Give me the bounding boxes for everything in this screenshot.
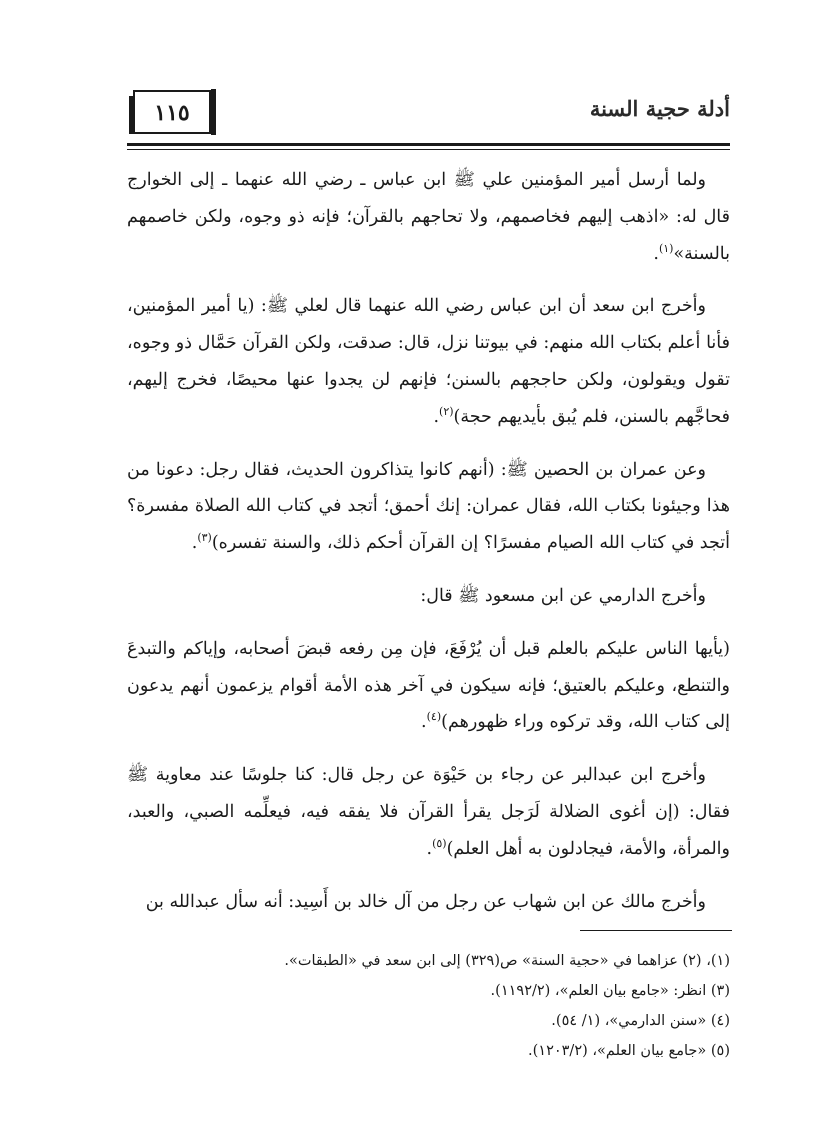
paragraph-end: .: [426, 838, 433, 859]
page-number: ١١٥: [154, 100, 190, 126]
footnote: (١)، (٢) عزاهما في «حجية السنة» ص(٣٢٩) إلى ابن سعد في «الطبقات».: [284, 953, 730, 969]
paragraph-end: .: [653, 243, 659, 264]
footnote-separator: [580, 930, 732, 931]
paragraph-text: وعن عمران بن الحصين ﷺ: (أنهم كانوا يتذاكرون الحديث، فقال رجل: دعونا من هذا وجيئونا بكتاب الله، فقال عمران: إنك أحمق؛ أتجد في كتاب الله الصلاة مفسرة؟ أتجد في كتاب الله الصيام مفسرًا؟ إن القرآن أحكم ذلك، والسنة تفسره): [127, 459, 730, 554]
main-text: [127, 162, 730, 936]
paragraph: [127, 578, 730, 615]
footnote-marker: (١): [658, 241, 674, 255]
footnote: (٥) «جامع بيان العلم»، (١٢٠٣/٢).: [528, 1043, 730, 1059]
footnote-marker: (٢): [439, 404, 454, 418]
footnote-marker: (٤): [426, 710, 442, 724]
paragraph-text: وأخرج ابن سعد أن ابن عباس رضي الله عنهما قال لعلي ﷺ: (يا أمير المؤمنين، فأنا أعلم بكتاب الله منهم: في بيوتنا نزل، قال: صدقت، ولكن القرآن حَمَّال ذو وجوه، تقول ويقولون، ولكن حاججهم بالسنن؛ فإنهم لن يجدوا عنها محيصًا، فخرج إليهم، فحاجَّهم بالسنن، فلم يُبق بأيديهم حجة): [127, 296, 730, 427]
paragraph: [127, 757, 730, 867]
page-number-frame: [133, 90, 211, 134]
paragraph: [127, 162, 730, 272]
paragraph-text: وأخرج مالك عن ابن شهاب عن رجل من آل خالد بن أَسِيد: أنه سأل عبدالله بن: [145, 891, 706, 912]
paragraph-end: .: [421, 712, 427, 733]
paragraph: [127, 288, 730, 435]
footnotes: [127, 946, 730, 1066]
footnote: (٤) «سنن الدارمي»، (١/ ٥٤).: [551, 1013, 730, 1029]
paragraph-text: (يأيها الناس عليكم بالعلم قبل أن يُرْفَعَ، فإن مِن رفعه قبضَ أصحابه، وإياكم والتبدعَ والتنطع، وعليكم بالعتيق؛ فإنه سيكون في آخر هذه الأمة أقوام يزعمون أنهم يدعون إلى كتاب الله، وقد تركوه وراء ظهورهم): [127, 638, 730, 733]
paragraph-text: وأخرج الدارمي عن ابن مسعود ﷺ قال:: [420, 585, 706, 606]
footnote-marker: (٣): [197, 531, 212, 545]
footnote: (٣) انظر: «جامع بيان العلم»، (١١٩٢/٢).: [490, 983, 730, 999]
footnote-marker: (٥): [432, 836, 447, 850]
paragraph-end: .: [433, 406, 440, 427]
paragraph-quote: [127, 631, 730, 741]
paragraph: [127, 884, 730, 921]
paragraph-end: .: [191, 533, 198, 554]
paragraph: [127, 452, 730, 562]
paragraph-text: وأخرج ابن عبدالبر عن رجاء بن حَيْوَة عن رجل قال: كنا جلوسًا عند معاوية ﷺ فقال: (إن أغوى الضلالة لَرَجل يقرأ القرآن فلا يفقه فيه، فيعلِّمه الصبي، والعبد، والمرأة، والأمة، فيجادلون به أهل العلم): [127, 765, 730, 859]
paragraph-text: ولما أرسل أمير المؤمنين علي ﷺ ابن عباس ـ رضي الله عنهما ـ إلى الخوارج قال له: «اذهب إليهم فخاصمهم، ولا تحاجهم بالقرآن؛ فإنه ذو وجوه، ولكن خاصمهم بالسنة»: [127, 170, 730, 264]
header-rule-thick: [127, 143, 730, 146]
header-rule-thin: [127, 149, 730, 150]
running-title: أدلة حجية السنة: [589, 96, 730, 121]
